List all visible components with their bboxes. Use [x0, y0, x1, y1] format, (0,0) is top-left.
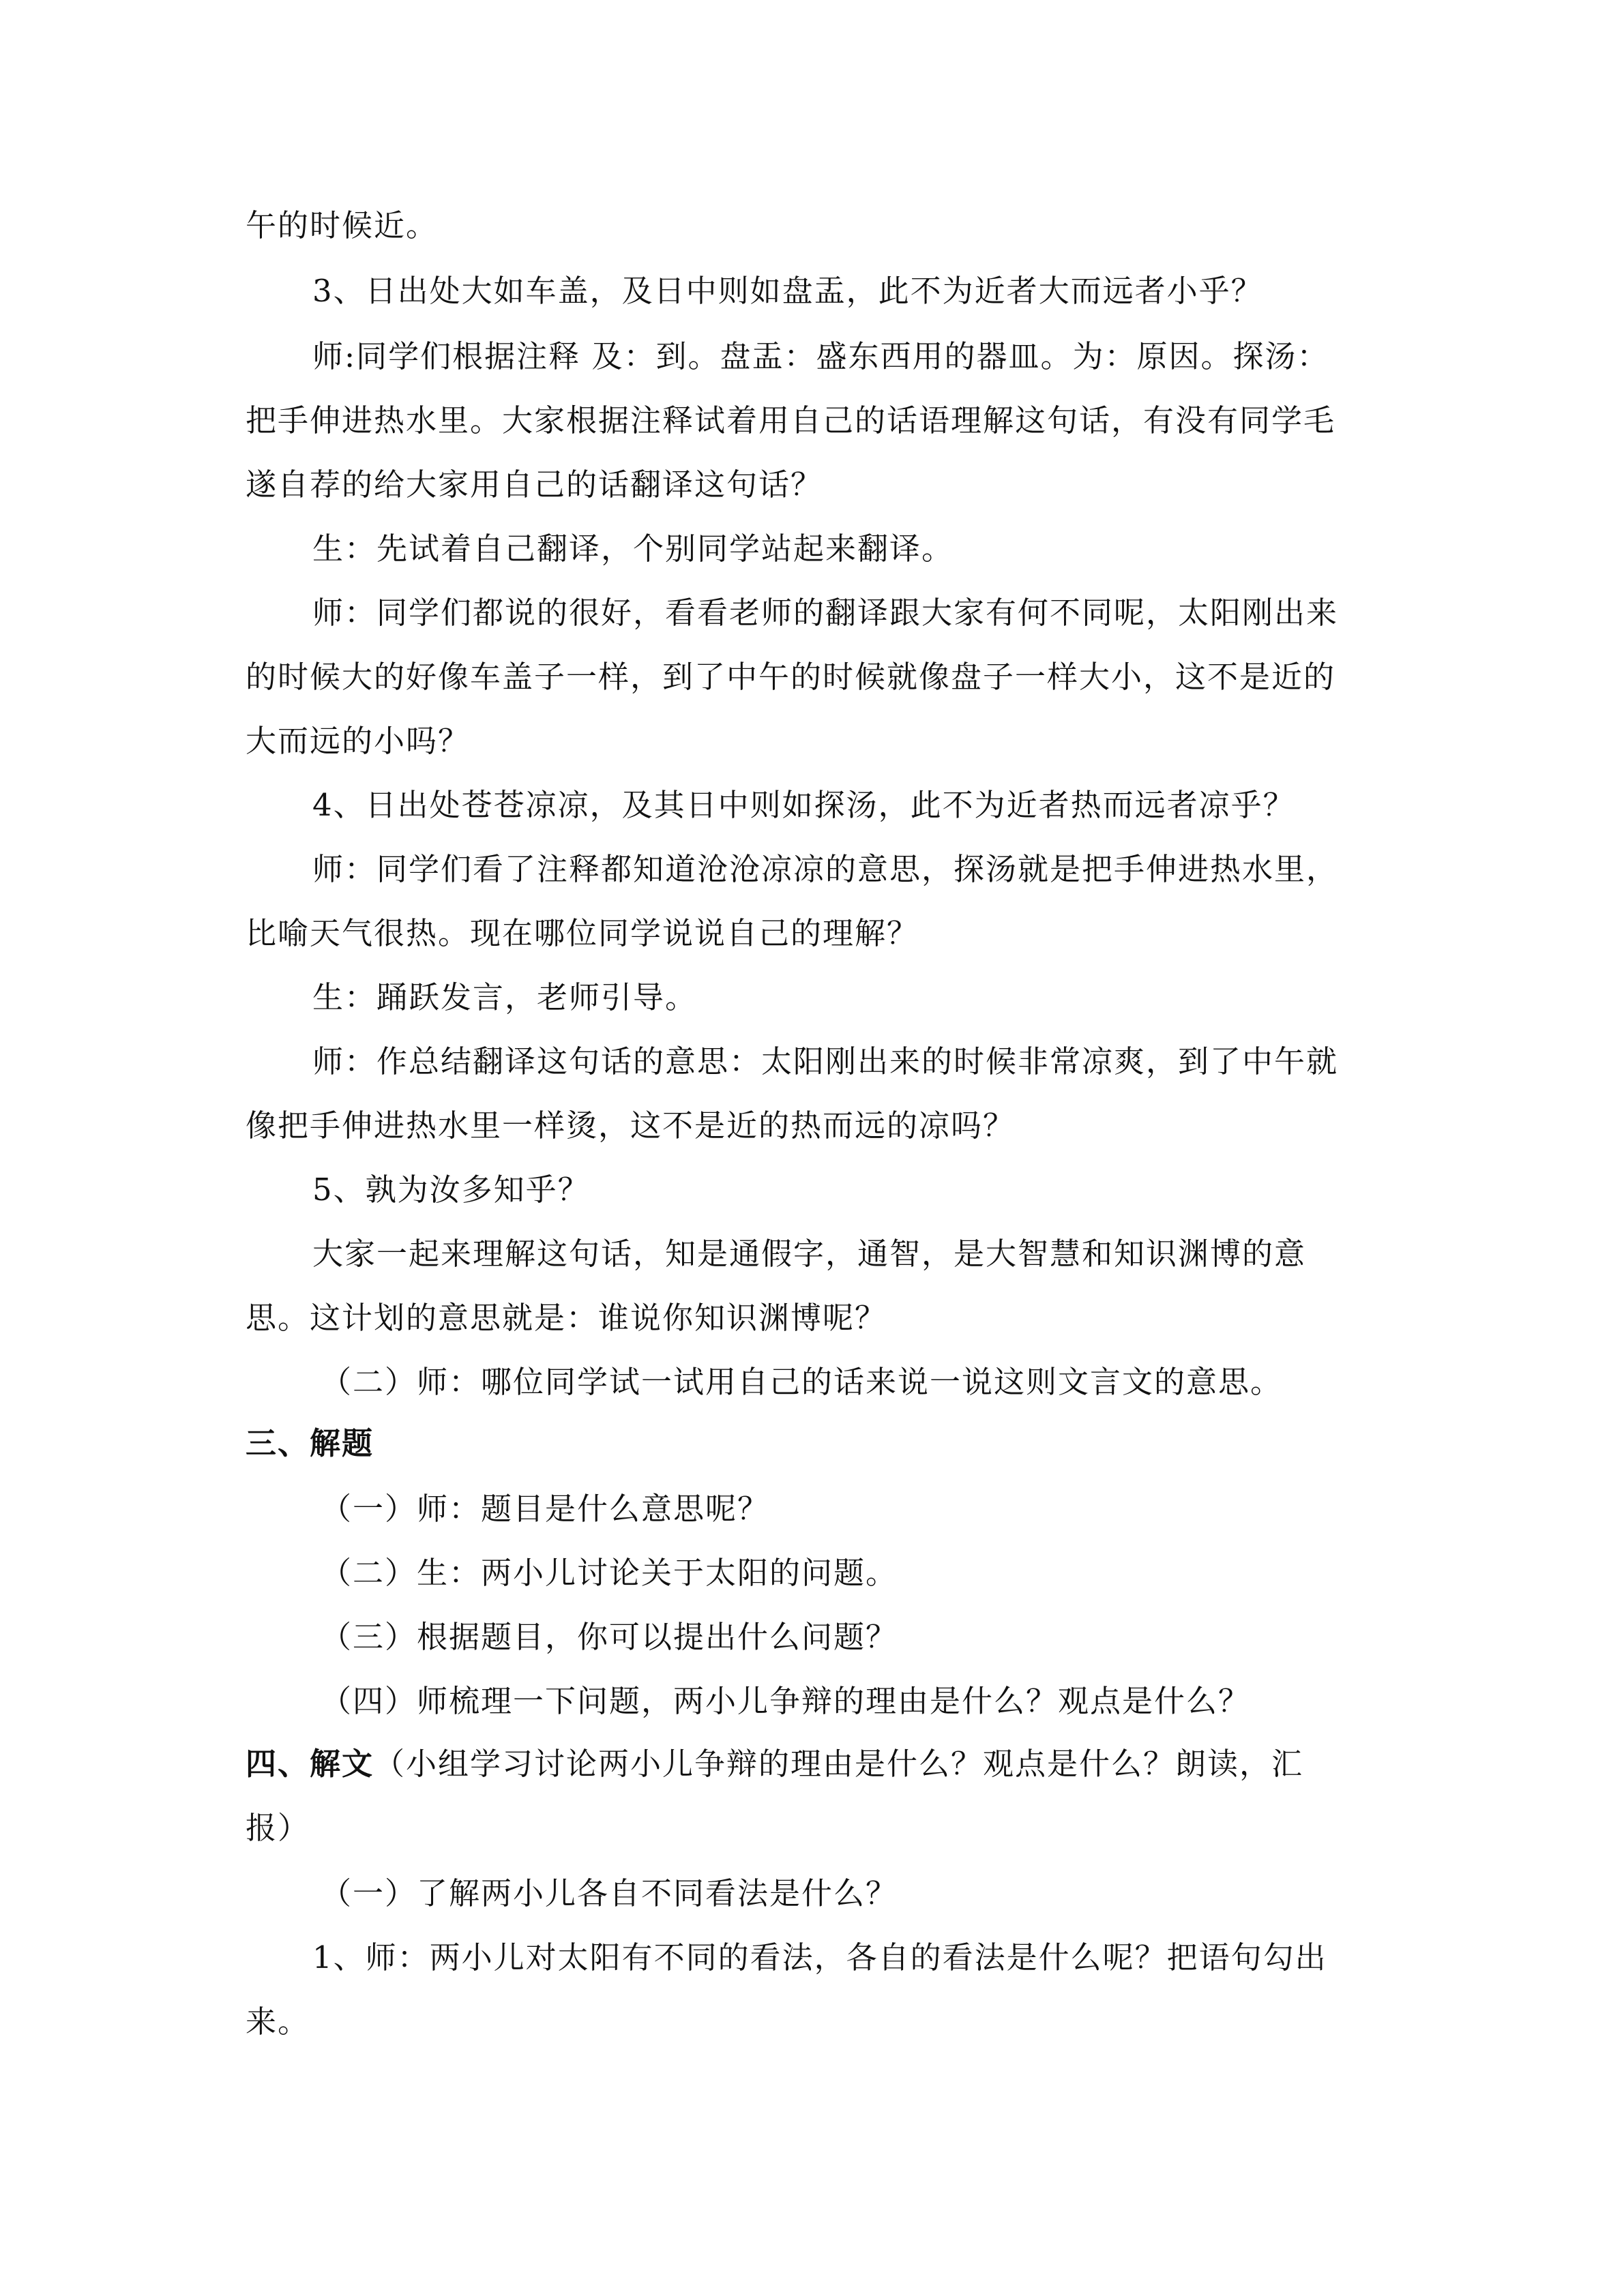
text-line: 1、师：两小儿对太阳有不同的看法，各自的看法是什么呢？把语句勾出	[312, 1939, 1327, 1976]
text-line: 的时候大的好像车盖子一样，到了中午的时候就像盘子一样大小，这不是近的	[246, 659, 1336, 695]
text-line: 3、日出处大如车盖，及日中则如盘盂，此不为近者大而远者小乎？	[312, 273, 1263, 309]
text-line: 师：同学们都说的很好，看看老师的翻译跟大家有何不同呢，太阳刚出来	[312, 595, 1339, 631]
text-line: 报）	[246, 1810, 310, 1846]
text-line: 思。这计划的意思就是：谁说你知识渊博呢？	[246, 1300, 887, 1336]
text-line: （一）师：题目是什么意思呢？	[321, 1491, 770, 1527]
text-line: 师:同学们根据注释 及：到。盘盂：盛东西用的器皿。为：原因。探汤：	[312, 338, 1329, 374]
text-line: （二）生：两小儿讨论关于太阳的问题。	[321, 1555, 898, 1591]
text-line: （一）了解两小儿各自不同看法是什么？	[321, 1875, 898, 1911]
text-line: （四）师梳理一下问题，两小儿争辩的理由是什么？观点是什么？	[321, 1683, 1251, 1719]
text-line: 大家一起来理解这句话，知是通假字，通智，是大智慧和知识渊博的意	[312, 1236, 1307, 1272]
text-line: 大而远的小吗？	[246, 723, 471, 759]
text-line: 比喻天气很热。现在哪位同学说说自己的理解？	[246, 915, 919, 951]
text-line: 师：同学们看了注释都知道沧沧凉凉的意思，探汤就是把手伸进热水里，	[312, 851, 1339, 887]
text-line: 来。	[246, 2003, 310, 2040]
text-line: 5、孰为汝多知乎？	[312, 1172, 590, 1208]
text-line: 午的时候近。	[246, 207, 439, 243]
text-line: 遂自荐的给大家用自己的话翻译这句话？	[246, 466, 823, 503]
text-line: 把手伸进热水里。大家根据注释试着用自己的话语理解这句话，有没有同学毛	[246, 402, 1336, 438]
text-line: 师：作总结翻译这句话的意思：太阳刚出来的时候非常凉爽，到了中午就	[312, 1043, 1339, 1079]
text-line: 4、日出处苍苍凉凉，及其日中则如探汤，此不为近者热而远者凉乎？	[312, 787, 1295, 823]
text-line: 生：踊跃发言，老师引导。	[312, 979, 698, 1015]
heading-note: （小组学习讨论两小儿争辩的理由是什么？观点是什么？朗读，汇	[374, 1746, 1304, 1782]
text-line: 生：先试着自己翻译，个别同学站起来翻译。	[312, 531, 954, 567]
text-line: （二）师：哪位同学试一试用自己的话来说一说这则文言文的意思。	[321, 1364, 1283, 1400]
text-line: 像把手伸进热水里一样烫，这不是近的热而远的凉吗？	[246, 1107, 1016, 1144]
section-heading: 四、解文	[246, 1746, 374, 1782]
text-line: （三）根据题目，你可以提出什么问题？	[321, 1619, 898, 1655]
section-heading-line	[246, 1746, 1304, 1782]
section-heading: 三、解题	[246, 1425, 374, 1461]
